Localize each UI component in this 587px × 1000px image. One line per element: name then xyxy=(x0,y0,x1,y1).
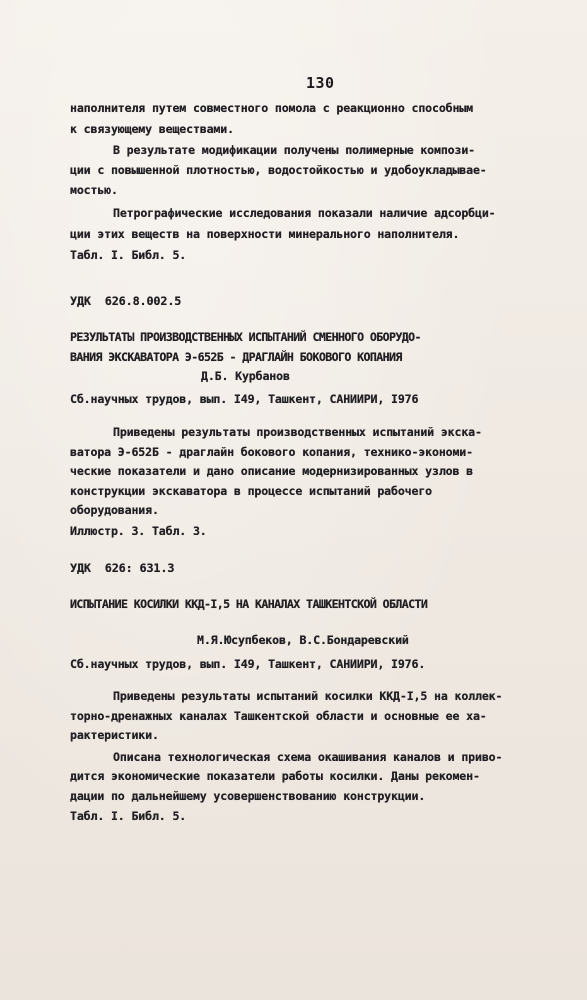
article-title-line: ВАНИЯ ЭКСКАВАТОРА Э-652Б - ДРАГЛАЙН БОКОВОГО КОПАНИЯ xyxy=(70,350,402,364)
text-line: ватора Э-652Б - драглайн бокового копания, технико-экономи- xyxy=(70,445,473,459)
article-title-line: РЕЗУЛЬТАТЫ ПРОИЗВОДСТВЕННЫХ ИСПЫТАНИЙ СМЕННОГО ОБОРУДО- xyxy=(70,330,421,344)
text-line: конструкции экскаватора в процессе испытаний рабочего xyxy=(70,484,432,498)
text-line: наполнителя путем совместного помола с реакционно способным xyxy=(70,101,473,115)
text-line: мостью. xyxy=(70,183,118,197)
article-source: Сб.научных трудов, вып. I49, Ташкент, САНИИРИ, I976. xyxy=(70,657,426,671)
text-line: Табл. I. Библ. 5. xyxy=(70,809,187,823)
article-author: Д.Б. Курбанов xyxy=(201,369,290,383)
text-line: торно-дренажных каналах Ташкентской области и основные ее ха- xyxy=(70,709,487,723)
article-source: Сб.научных трудов, вып. I49, Ташкент, САНИИРИ, I976 xyxy=(70,392,419,406)
article-title-line: ИСПЫТАНИЕ КОСИЛКИ ККД-I,5 НА КАНАЛАХ ТАШКЕНТСКОЙ ОБЛАСТИ xyxy=(70,597,428,611)
udk-code: УДК 626.8.002.5 xyxy=(70,294,182,308)
text-line: Приведены результаты испытаний косилки ККД-I,5 на коллек- xyxy=(113,689,503,703)
text-line: Описана технологическая схема окашивания каналов и приво- xyxy=(113,750,503,764)
article-authors: М.Я.Юсупбеков, В.С.Бондаревский xyxy=(197,633,409,647)
text-line: к связующему веществами. xyxy=(70,122,234,136)
text-line: Петрографические исследования показали наличие адсорбци- xyxy=(113,206,496,220)
text-line: рактеристики. xyxy=(70,728,159,742)
text-line: Приведены результаты производственных испытаний экска- xyxy=(113,425,482,439)
text-line: дации по дальнейшему усовершенствованию конструкции. xyxy=(70,789,426,803)
text-line: ции с повышенной плотностью, водостойкостью и удобоукладывае- xyxy=(70,163,487,177)
udk-code: УДК 626: 631.3 xyxy=(70,561,175,575)
text-line: ции этих веществ на поверхности минерального наполнителя. xyxy=(70,227,460,241)
text-line: ческие показатели и дано описание модернизированных узлов в xyxy=(70,464,473,478)
page-number: 130 xyxy=(306,74,335,92)
text-line: Иллюстр. 3. Табл. 3. xyxy=(70,524,207,538)
text-line: Табл. I. Библ. 5. xyxy=(70,248,187,262)
text-line: дится экономические показатели работы косилки. Даны рекомен- xyxy=(70,769,480,783)
text-line: В результате модификации получены полимерные компози- xyxy=(113,143,475,157)
text-line: оборудования. xyxy=(70,503,159,517)
